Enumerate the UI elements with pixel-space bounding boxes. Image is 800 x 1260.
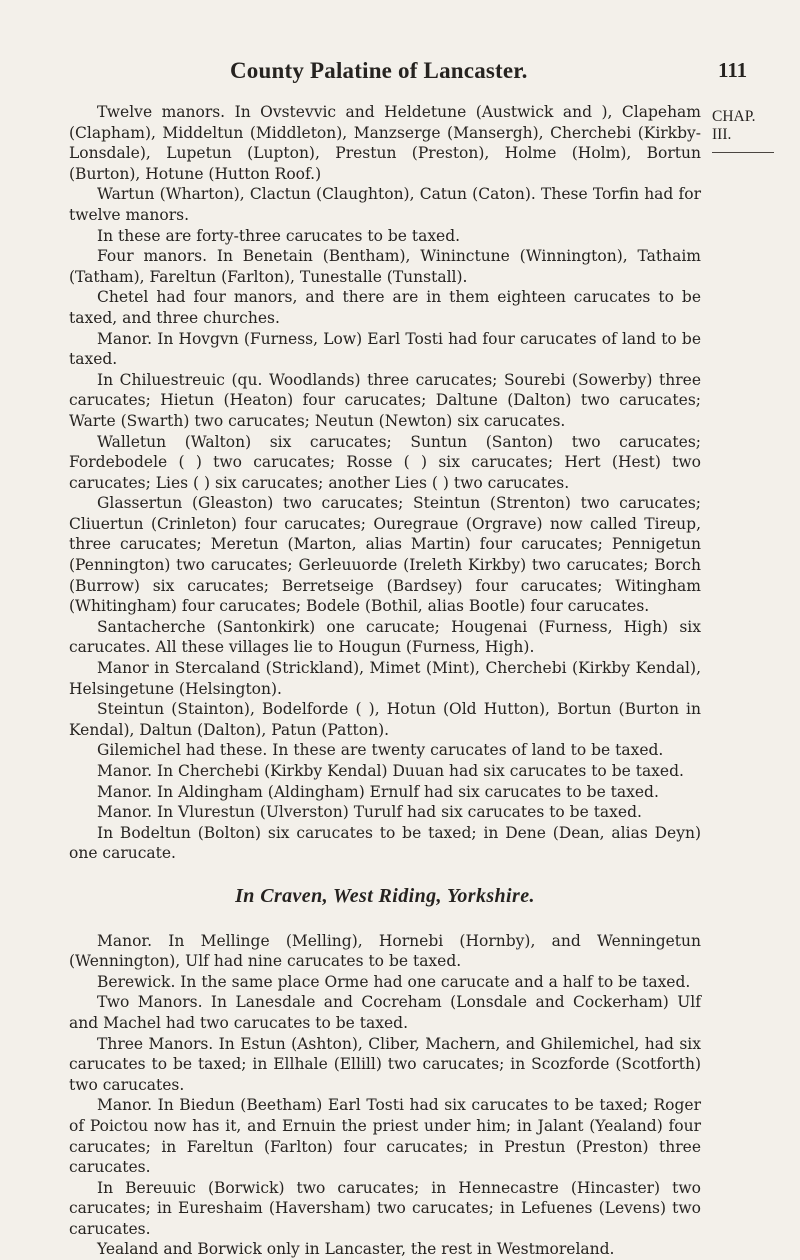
margin-chapter-note	[712, 108, 782, 153]
section-heading: In Craven, West Riding, Yorkshire.	[235, 884, 535, 907]
paragraph: In Bereuuic (Borwick) two carucates; in Hennecastre (Hincaster) two carucates; in Eureshaim (Haversham) two carucates; in Lefuenes (Levens) two carucates.	[69, 1178, 701, 1238]
paragraph: Chetel had four manors, and there are in them eighteen carucates to be taxed, and three churches.	[69, 288, 701, 327]
paragraph: Steintun (Stainton), Bodelforde ( ), Hotun (Old Hutton), Bortun (Burton in Kendal), Daltun (Dalton), Patun (Patton).	[69, 700, 701, 739]
running-header: County Palatine of Lancaster.	[230, 58, 528, 83]
paragraph: Wartun (Wharton), Clactun (Claughton), Catun (Caton). These Torfin had for twelve manors.	[69, 185, 701, 224]
paragraph: Manor in Stercaland (Strickland), Mimet (Mint), Cherchebi (Kirkby Kendal), Helsingetune (Helsington).	[69, 659, 701, 698]
page-number: 111	[718, 58, 748, 82]
chapter-rule	[712, 152, 774, 153]
paragraph: Manor. In Biedun (Beetham) Earl Tosti had six carucates to be taxed; Roger of Poictou now has it, and Ernuin the priest under him; in Jalant (Yealand) four carucates; in Fareltun (Farlton) four carucates; in Prestun (Preston) three carucates.	[69, 1096, 701, 1177]
paragraph: Manor. In Cherchebi (Kirkby Kendal) Duuan had six carucates to be taxed.	[97, 762, 684, 780]
paragraph: In Bodeltun (Bolton) six carucates to be taxed; in Dene (Dean, alias Deyn) one carucate.	[69, 823, 701, 863]
paragraph: In these are forty-three carucates to be taxed.	[97, 226, 461, 245]
chapter-number: III.	[712, 126, 732, 143]
paragraph: Manor. In Vlurestun (Ulverston) Turulf had six carucates to be taxed.	[97, 803, 642, 822]
paragraph: Walletun (Walton) six carucates; Suntun (Santon) two carucates; Fordebodele ( ) two carucates; Rosse ( ) six carucates; Hert (Hest) two carucates; Lies ( ) six carucates; another Lies ( ) two carucates.	[69, 432, 701, 492]
body-text	[69, 102, 701, 1260]
paragraph: In Chiluestreuic (qu. Woodlands) three carucates; Sourebi (Sowerby) three carucates; Hietun (Heaton) four carucates; Daltune (Dalton) two carucates; Warte (Swarth) two carucates; Neutun (Newton) six carucates.	[69, 370, 701, 430]
paragraph: Manor. In Aldingham (Aldingham) Ernulf had six carucates to be taxed.	[97, 782, 659, 801]
paragraph: Gilemichel had these. In these are twenty carucates of land to be taxed.	[97, 741, 664, 760]
paragraph: Four manors. In Benetain (Bentham), Wininctune (Winnington), Tathaim (Tatham), Fareltun (Farlton), Tunestalle (Tunstall).	[69, 247, 701, 286]
paragraph: Two Manors. In Lanesdale and Cocreham (Lonsdale and Cockerham) Ulf and Machel had two carucates to be taxed.	[69, 993, 701, 1032]
paragraph: Manor. In Hovgvn (Furness, Low) Earl Tosti had four carucates of land to be taxed.	[69, 329, 701, 369]
paragraph: Santacherche (Santonkirk) one carucate; Hougenai (Furness, High) six carucates. All these villages lie to Hougun (Furness, High).	[69, 617, 701, 657]
paragraph-group-1	[69, 102, 701, 864]
paragraph: Three Manors. In Estun (Ashton), Cliber, Machern, and Ghilemichel, had six carucates to be taxed; in Ellhale (Ellill) two carucates; in Scozforde (Scotforth) two carucates.	[69, 1034, 701, 1094]
paragraph: Twelve manors. In Ovstevvic and Heldetune (Austwick and ), Clapeham (Clapham), Middeltun (Middleton), Manzserge (Mansergh), Cherchebi (Kirkby-Lonsdale), Lupetun (Lupton), Prestun (Preston), Holme (Holm), Bortun (Burton), Hotune (Hutton Roof.)	[69, 103, 701, 183]
paragraph: Yealand and Borwick only in Lancaster, the rest in Westmoreland.	[97, 1240, 615, 1259]
chapter-label: CHAP.	[712, 108, 756, 125]
paragraph: Manor. In Mellinge (Melling), Hornebi (Hornby), and Wenningetun (Wennington), Ulf had nine carucates to be taxed.	[69, 931, 701, 971]
paragraph: Berewick. In the same place Orme had one carucate and a half to be taxed.	[97, 972, 691, 991]
paragraph-group-2	[69, 931, 701, 1260]
paragraph: Glassertun (Gleaston) two carucates; Steintun (Strenton) two carucates; Cliuertun (Crinleton) four carucates; Ouregraue (Orgrave) now called Tireup, three carucates; Meretun (Marton, alias Martin) four carucates; Pennigetun (Pennington) two carucates; Gerleuuorde (Ireleth Kirkby) two carucates; Borch (Burrow) six carucates; Berretseige (Bardsey) four carucates; Witingham (Whitingham) four carucates; Bodele (Bothil, alias Bootle) four carucates.	[69, 494, 701, 616]
